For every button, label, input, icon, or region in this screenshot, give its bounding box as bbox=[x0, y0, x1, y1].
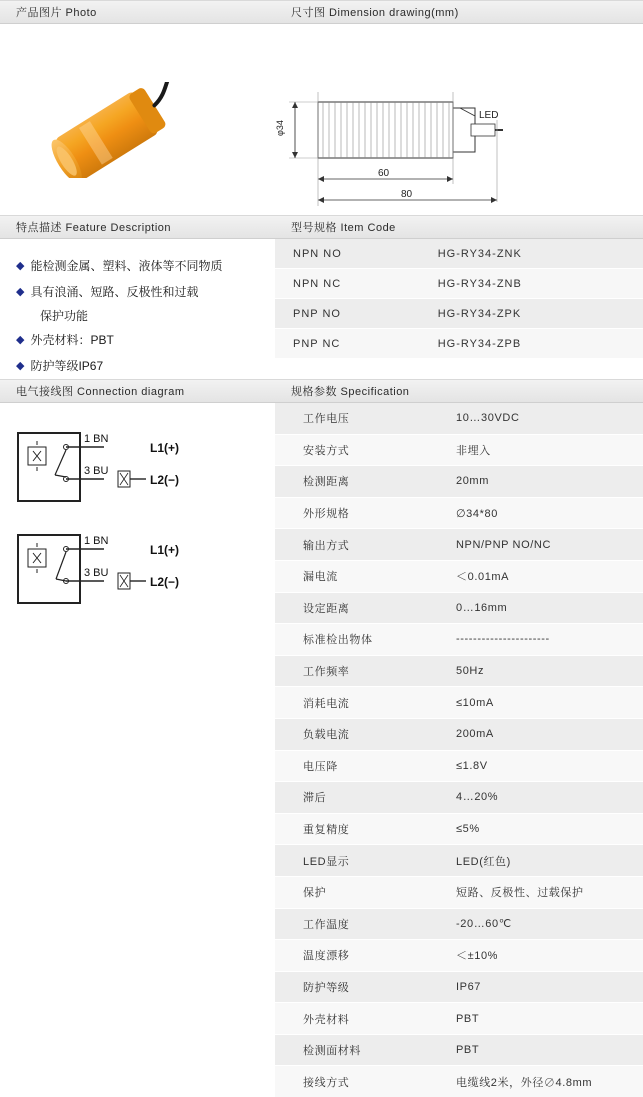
section-photo-dimension bbox=[0, 0, 643, 215]
item-type: PNP NO bbox=[275, 299, 428, 329]
item-code: HG-RY34-ZNB bbox=[428, 269, 643, 299]
spec-key: 负载电流 bbox=[275, 718, 444, 750]
item-code: HG-RY34-ZPB bbox=[428, 329, 643, 359]
item-code: HG-RY34-ZNK bbox=[428, 239, 643, 269]
wire-label-bn: 1 BN bbox=[84, 535, 109, 547]
table-row bbox=[275, 687, 643, 719]
spec-value: 电缆线2米，外径∅4.8mm bbox=[444, 1066, 643, 1097]
spec-value: ≤1.8V bbox=[444, 750, 643, 782]
table-row bbox=[275, 299, 643, 329]
table-row bbox=[275, 876, 643, 908]
product-photo bbox=[0, 24, 275, 214]
table-row bbox=[275, 1066, 643, 1097]
table-row bbox=[275, 908, 643, 940]
spec-value: PBT bbox=[444, 1034, 643, 1066]
table-row bbox=[275, 434, 643, 466]
spec-key: 标准检出物体 bbox=[275, 624, 444, 656]
feature-header: 特点描述 Feature Description bbox=[0, 215, 275, 239]
spec-value: 非埋入 bbox=[444, 434, 643, 466]
table-row bbox=[275, 718, 643, 750]
feature-text: 具有浪涌、短路、反极性和过载 bbox=[30, 285, 199, 299]
spec-key: 安装方式 bbox=[275, 434, 444, 466]
spec-value: ＜±10% bbox=[444, 940, 643, 972]
spec-key: 工作温度 bbox=[275, 908, 444, 940]
spec-value: -20…60℃ bbox=[444, 908, 643, 940]
connection-header: 电气接线图 Connection diagram bbox=[0, 379, 275, 403]
itemcode-header: 型号规格 Item Code bbox=[275, 215, 643, 239]
item-type: NPN NC bbox=[275, 269, 428, 299]
spec-value: ≤5% bbox=[444, 813, 643, 845]
spec-key: 电压降 bbox=[275, 750, 444, 782]
spec-key: 重复精度 bbox=[275, 813, 444, 845]
spec-key: 外形规格 bbox=[275, 497, 444, 529]
item-type: PNP NC bbox=[275, 329, 428, 359]
spec-table bbox=[275, 403, 643, 1097]
spec-key: 接线方式 bbox=[275, 1066, 444, 1097]
spec-header: 规格参数 Specification bbox=[275, 379, 643, 403]
diamond-icon: ◆ bbox=[16, 260, 25, 272]
table-row bbox=[275, 529, 643, 561]
item-code: HG-RY34-ZPK bbox=[428, 299, 643, 329]
spec-value: 10…30VDC bbox=[444, 403, 643, 434]
table-row bbox=[275, 971, 643, 1003]
spec-value: ∅34*80 bbox=[444, 497, 643, 529]
diameter-label: φ34 bbox=[275, 120, 285, 136]
wire-label-bu: 3 BU bbox=[84, 567, 109, 579]
table-row bbox=[275, 782, 643, 814]
spec-key: 设定距离 bbox=[275, 592, 444, 624]
sensor-photo-icon bbox=[38, 82, 198, 178]
table-row bbox=[275, 329, 643, 359]
table-row bbox=[275, 1034, 643, 1066]
feature-column bbox=[0, 215, 275, 379]
spec-key: 工作电压 bbox=[275, 403, 444, 434]
spec-column bbox=[275, 379, 643, 1097]
length-60-label: 60 bbox=[378, 168, 390, 179]
connection-column bbox=[0, 379, 275, 1097]
wire-label-l1: L1(+) bbox=[150, 543, 180, 557]
feature-item bbox=[16, 279, 275, 305]
spec-key: 工作频率 bbox=[275, 655, 444, 687]
wiring-diagram-svg bbox=[0, 403, 275, 663]
section-feature-itemcode bbox=[0, 215, 643, 379]
table-row bbox=[275, 940, 643, 972]
table-row bbox=[275, 466, 643, 498]
dimension-column bbox=[275, 0, 643, 215]
spec-value: 20mm bbox=[444, 466, 643, 498]
spec-value: 0…16mm bbox=[444, 592, 643, 624]
table-row bbox=[275, 655, 643, 687]
spec-key: 温度漂移 bbox=[275, 940, 444, 972]
section-connection-spec bbox=[0, 379, 643, 1097]
spec-key: 保护 bbox=[275, 876, 444, 908]
spec-key: 防护等级 bbox=[275, 971, 444, 1003]
table-row bbox=[275, 750, 643, 782]
feature-item bbox=[16, 353, 275, 379]
wire-label-l2: L2(−) bbox=[150, 575, 180, 589]
spec-value: 200mA bbox=[444, 718, 643, 750]
table-row bbox=[275, 845, 643, 877]
spec-value: LED(红色) bbox=[444, 845, 643, 877]
table-row bbox=[275, 403, 643, 434]
spec-key: 输出方式 bbox=[275, 529, 444, 561]
feature-item bbox=[16, 327, 275, 353]
spec-value: ---------------------- bbox=[444, 624, 643, 656]
diamond-icon: ◆ bbox=[16, 360, 25, 372]
spec-value: NPN/PNP NO/NC bbox=[444, 529, 643, 561]
spec-key: 滞后 bbox=[275, 782, 444, 814]
spec-key: 检测距离 bbox=[275, 466, 444, 498]
wire-label-l2: L2(−) bbox=[150, 473, 180, 487]
spec-value: IP67 bbox=[444, 971, 643, 1003]
wiring-diagram bbox=[0, 403, 275, 1063]
feature-text-cont: 保护功能 bbox=[40, 309, 89, 323]
spec-value: ≤10mA bbox=[444, 687, 643, 719]
table-row bbox=[275, 239, 643, 269]
dimension-header: 尺寸图 Dimension drawing(mm) bbox=[275, 0, 643, 24]
spec-key: 检测面材料 bbox=[275, 1034, 444, 1066]
diamond-icon: ◆ bbox=[16, 286, 25, 298]
spec-value: 4…20% bbox=[444, 782, 643, 814]
table-row bbox=[275, 813, 643, 845]
spec-key: 外壳材料 bbox=[275, 1003, 444, 1035]
table-row bbox=[275, 592, 643, 624]
spec-key: 消耗电流 bbox=[275, 687, 444, 719]
dimension-drawing-svg bbox=[275, 24, 643, 214]
feature-text: 能检测金属、塑料、液体等不同物质 bbox=[30, 259, 223, 273]
table-row bbox=[275, 269, 643, 299]
spec-key: LED显示 bbox=[275, 845, 444, 877]
wire-label-bn: 1 BN bbox=[84, 433, 109, 445]
length-80-label: 80 bbox=[401, 189, 413, 200]
feature-item bbox=[16, 253, 275, 279]
spec-value: PBT bbox=[444, 1003, 643, 1035]
feature-text: 防护等级IP67 bbox=[30, 359, 104, 373]
wire-label-l1: L1(+) bbox=[150, 441, 180, 455]
table-row bbox=[275, 1003, 643, 1035]
led-label: LED bbox=[479, 110, 499, 121]
table-row bbox=[275, 624, 643, 656]
wire-label-bu: 3 BU bbox=[84, 465, 109, 477]
spec-value: 短路、反极性、过载保护 bbox=[444, 876, 643, 908]
item-type: NPN NO bbox=[275, 239, 428, 269]
photo-column bbox=[0, 0, 275, 215]
table-row bbox=[275, 497, 643, 529]
feature-text: 外壳材料：PBT bbox=[30, 333, 114, 347]
item-code-table bbox=[275, 239, 643, 359]
spec-value: 50Hz bbox=[444, 655, 643, 687]
itemcode-column bbox=[275, 215, 643, 379]
spec-value: ＜0.01mA bbox=[444, 560, 643, 592]
photo-header: 产品图片 Photo bbox=[0, 0, 275, 24]
dimension-drawing bbox=[275, 24, 643, 214]
diamond-icon: ◆ bbox=[16, 334, 25, 346]
table-row bbox=[275, 560, 643, 592]
feature-list bbox=[0, 239, 275, 379]
spec-key: 漏电流 bbox=[275, 560, 444, 592]
